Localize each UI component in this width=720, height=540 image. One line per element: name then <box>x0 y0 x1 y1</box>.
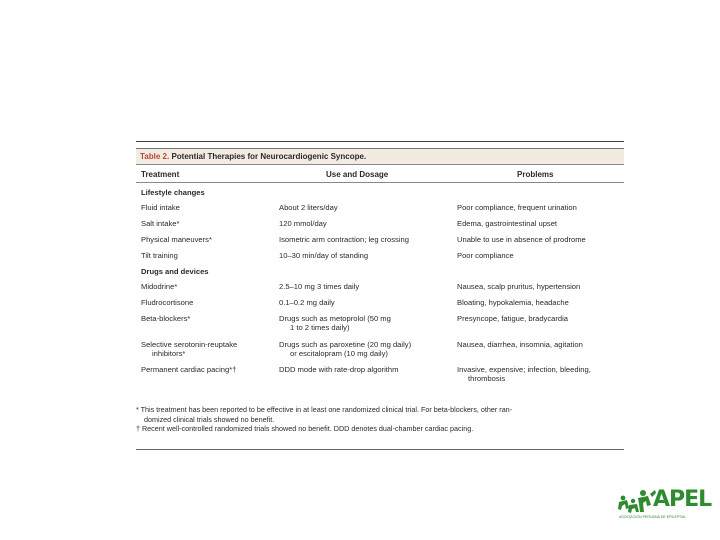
header-treatment: Treatment <box>141 170 180 179</box>
table-top-rule <box>136 141 624 142</box>
row-use: 0.1–0.2 mg daily <box>279 298 335 307</box>
table-header-row <box>136 165 624 183</box>
footnote-star-line2: domized clinical trials showed no benefit. <box>144 414 275 424</box>
row-treatment: Salt intake* <box>141 219 180 228</box>
row-use: Isometric arm contraction; leg crossing <box>279 235 409 244</box>
row-use <box>279 314 391 332</box>
row-use: 2.5–10 mg 3 times daily <box>279 282 360 291</box>
row-treatment: Beta-blockers* <box>141 314 191 323</box>
section-drugs-devices: Drugs and devices <box>141 267 209 276</box>
logo-subtitle: ASOCIACIÓN PERUANA DE EPILEPSIA <box>619 515 686 519</box>
table-number: Table 2. <box>140 152 170 161</box>
row-treatment: Tilt training <box>141 251 178 260</box>
row-use-line1: Drugs such as metoprolol (50 mg <box>279 314 391 323</box>
row-use-line2: 1 to 2 times daily) <box>290 323 350 332</box>
header-use-dosage: Use and Dosage <box>326 170 389 179</box>
apel-logo <box>617 488 717 522</box>
row-treatment: Fludrocortisone <box>141 298 194 307</box>
row-treatment-line1: Selective serotonin-reuptake <box>141 340 238 349</box>
table-title <box>136 148 624 165</box>
footnote-dagger: † Recent well-controlled randomized trials showed no benefit. DDD denotes dual-chamber cardiac pacing. <box>136 424 474 433</box>
row-treatment: Fluid intake <box>141 203 180 212</box>
therapies-table <box>136 141 624 445</box>
row-treatment-line2: inhibitors* <box>152 349 186 358</box>
row-use-line1: Drugs such as paroxetine (20 mg daily) <box>279 340 412 349</box>
table-title-text: Potential Therapies for Neurocardiogenic Syncope. <box>171 152 367 161</box>
row-problems: Bloating, hypokalemia, headache <box>457 298 569 307</box>
row-problems-line2: thrombosis <box>468 374 506 383</box>
row-problems: Nausea, diarrhea, insomnia, agitation <box>457 340 583 349</box>
row-problems: Presyncope, fatigue, bradycardia <box>457 314 569 323</box>
row-problems-line1: Invasive, expensive; infection, bleeding, <box>457 365 591 374</box>
row-use-line2: or escitalopram (10 mg daily) <box>290 349 388 358</box>
row-treatment <box>141 340 237 358</box>
row-problems: Unable to use in absence of prodrome <box>457 235 586 244</box>
row-use: 120 mmol/day <box>279 219 327 228</box>
header-problems: Problems <box>517 170 554 179</box>
row-problems: Edema, gastrointestinal upset <box>457 219 558 228</box>
row-use <box>279 340 411 358</box>
row-treatment: Permanent cardiac pacing*† <box>141 365 237 374</box>
row-problems: Poor compliance, frequent urination <box>457 203 577 212</box>
row-problems: Poor compliance <box>457 251 514 260</box>
row-use: DDD mode with rate-drop algorithm <box>279 365 399 374</box>
logo-figures-icon <box>617 488 657 516</box>
row-treatment: Physical maneuvers* <box>141 235 212 244</box>
table-footnotes <box>136 405 624 434</box>
table-bottom-rule <box>136 449 624 450</box>
footnote-star-line1: * This treatment has been reported to be effective in at least one randomized clinical trial. For beta-blockers, other ran- <box>136 405 513 414</box>
row-use: About 2 liters/day <box>279 203 338 212</box>
row-treatment: Midodrine* <box>141 282 178 291</box>
row-use: 10–30 min/day of standing <box>279 251 369 260</box>
row-problems <box>457 365 591 383</box>
row-problems: Nausea, scalp pruritus, hypertension <box>457 282 581 291</box>
logo-text: APEL <box>653 487 712 512</box>
section-lifestyle: Lifestyle changes <box>141 188 205 197</box>
